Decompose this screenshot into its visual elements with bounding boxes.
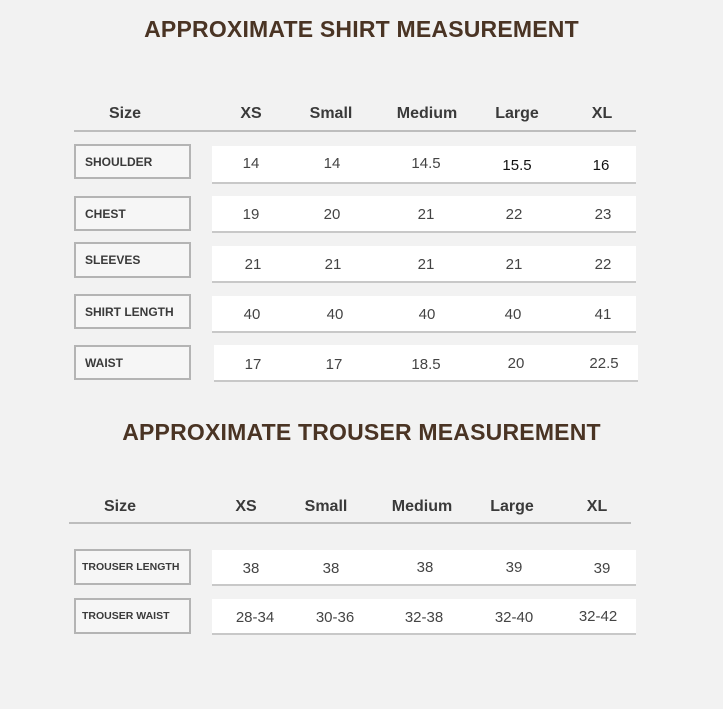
shirt-header-size: Size [108,105,141,122]
cell-shoulder-xs: 14 [242,155,260,172]
cell-trouser-length-small: 38 [322,560,340,577]
cell-chest-xl: 23 [594,206,612,223]
cell-waist-large: 20 [507,355,525,372]
shirt-table-title: APPROXIMATE SHIRT MEASUREMENT [144,16,579,42]
cell-trouser-length-xl: 39 [593,560,611,577]
cell-trouser-length-medium: 38 [416,559,434,576]
cell-chest-medium: 21 [417,206,435,223]
shirt-header-small: Small [309,105,353,122]
trouser-header-xs: XS [235,498,257,515]
cell-sleeves-large: 21 [505,256,523,273]
cell-sleeves-small: 21 [324,256,342,273]
cell-waist-xs: 17 [244,356,262,373]
cell-shoulder-xl: 16 [592,157,610,174]
cell-shoulder-small: 14 [323,155,341,172]
cell-shoulder-medium: 14.5 [411,155,441,172]
cell-shoulder-large: 15.5 [502,157,532,174]
cell-chest-xs: 19 [242,206,260,223]
cell-shirt-length-xs: 40 [243,306,261,323]
cell-sleeves-medium: 21 [417,256,435,273]
trouser-header-medium: Medium [391,498,453,515]
cell-shirt-length-xl: 41 [594,306,612,323]
trouser-header-large: Large [490,498,534,515]
cell-shirt-length-medium: 40 [418,306,436,323]
cell-sleeves-xs: 21 [244,256,262,273]
shirt-header-large: Large [495,105,539,122]
row-label-trouser-length: TROUSER LENGTH [74,549,191,585]
trouser-header-xl: XL [586,498,608,515]
cell-waist-xl: 22.5 [589,355,619,372]
trouser-header-small: Small [304,498,348,515]
row-label-shirt-length: SHIRT LENGTH [74,294,191,329]
cell-trouser-waist-xl: 32-42 [578,608,618,625]
cell-trouser-length-large: 39 [505,559,523,576]
shirt-header-divider [74,130,636,132]
cell-waist-medium: 18.5 [411,356,441,373]
row-label-shoulder: SHOULDER [74,144,191,179]
shirt-header-medium: Medium [396,105,458,122]
cell-shirt-length-small: 40 [326,306,344,323]
row-label-chest: CHEST [74,196,191,231]
row-label-waist: WAIST [74,345,191,380]
row-label-trouser-waist: TROUSER WAIST [74,598,191,634]
cell-trouser-waist-medium: 32-38 [404,609,444,626]
cell-trouser-waist-xs: 28-34 [235,609,275,626]
shirt-header-xl: XL [591,105,613,122]
cell-chest-small: 20 [323,206,341,223]
cell-shirt-length-large: 40 [504,306,522,323]
trouser-header-divider [69,522,631,524]
cell-trouser-waist-small: 30-36 [315,609,355,626]
cell-chest-large: 22 [505,206,523,223]
trouser-header-size: Size [103,498,136,515]
cell-trouser-waist-large: 32-40 [494,609,534,626]
trouser-table-title: APPROXIMATE TROUSER MEASUREMENT [122,419,601,445]
cell-trouser-length-xs: 38 [242,560,260,577]
shirt-header-xs: XS [240,105,262,122]
cell-sleeves-xl: 22 [594,256,612,273]
cell-waist-small: 17 [325,356,343,373]
row-label-sleeves: SLEEVES [74,242,191,278]
